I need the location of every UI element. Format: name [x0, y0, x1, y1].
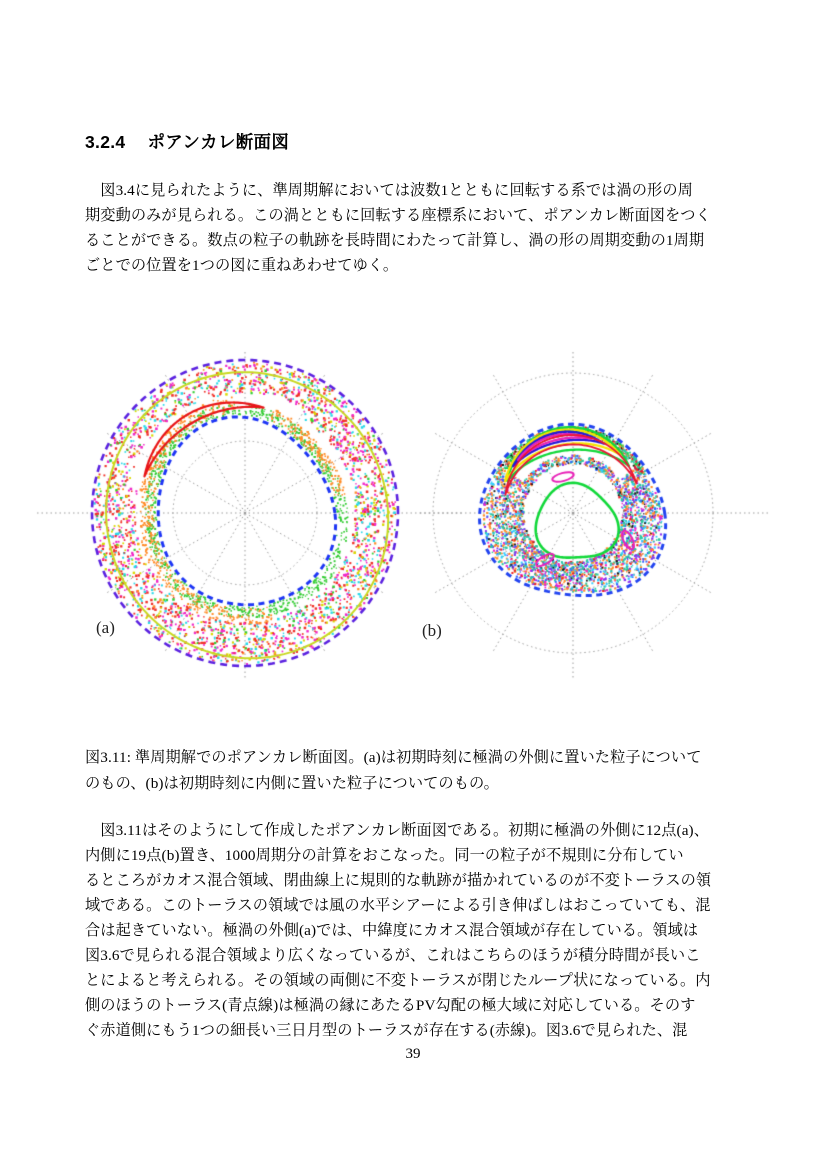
paragraph-2-line: 合は起きていない。極渦の外側(a)では、中緯度にカオス混合領域が存在している。領域は: [85, 922, 699, 939]
paragraph-1-line: 期変動のみが見られる。この渦とともに回転する座標系において、ポアンカレ断面図をつく: [85, 207, 711, 224]
figure-caption-line: のもの、(b)は初期時刻に内側に置いた粒子についてのもの。: [85, 775, 499, 792]
paragraph-2-line: ぐ赤道側にもう1つの細長い三日月型のトーラスが存在する(赤線)。図3.6で見られた、混: [85, 1022, 688, 1039]
paragraph-2-line: 域である。このトーラスの領域では風の水平シアーによる引き伸ばしはおこっていても、混: [85, 897, 711, 914]
paragraph-1-line: 図3.4に見られたように、準周期解においては波数1とともに回転する系では渦の形の周: [85, 182, 693, 199]
paragraph-1: [85, 178, 749, 278]
section-heading: [85, 129, 289, 154]
paragraph-2-line: 側のほうのトーラス(青点線)は極渦の縁にあたるPV勾配の極大域に対応している。そのす: [85, 997, 696, 1014]
paragraph-2-line: 内側に19点(b)置き、1000周期分の計算をおこなった。同一の粒子が不規則に分布してい: [85, 847, 684, 864]
paragraph-2-line: 図3.6で見られる混合領域より広くなっているが、これはこちらのほうが積分時間が長いこ: [85, 947, 701, 964]
paragraph-2-line: るところがカオス混合領域、閉曲線上に規則的な軌跡が描かれているのが不変トーラスの領: [85, 872, 712, 889]
paragraph-2: [85, 818, 749, 1043]
paragraph-2-line: 図3.11はそのようにして作成したポアンカレ断面図である。初期に極渦の外側に12点(a)、: [85, 822, 709, 839]
figure-caption-line: 図3.11: 準周期解でのポアンカレ断面図。(a)は初期時刻に極渦の外側に置いた粒子について: [85, 749, 702, 766]
poincare-section-panels: [30, 338, 770, 686]
paragraph-1-line: ることができる。数点の粒子の軌跡を長時間にわたって計算し、渦の形の周期変動の1周期: [85, 232, 705, 249]
section-number: 3.2.4: [85, 132, 126, 152]
panel-label-a: (a): [96, 618, 115, 637]
section-title: ポアンカレ断面図: [147, 132, 290, 152]
paragraph-1-line: ごとでの位置を1つの図に重ねあわせてゆく。: [85, 257, 399, 274]
paragraph-2-line: とによると考えられる。その領域の両側に不変トーラスが閉じたループ状になっている。内: [85, 972, 711, 989]
figure-3-11: [0, 330, 826, 690]
page-number: 39: [405, 1046, 421, 1062]
panel-label-b: (b): [422, 621, 442, 640]
figure-caption: [85, 745, 749, 797]
